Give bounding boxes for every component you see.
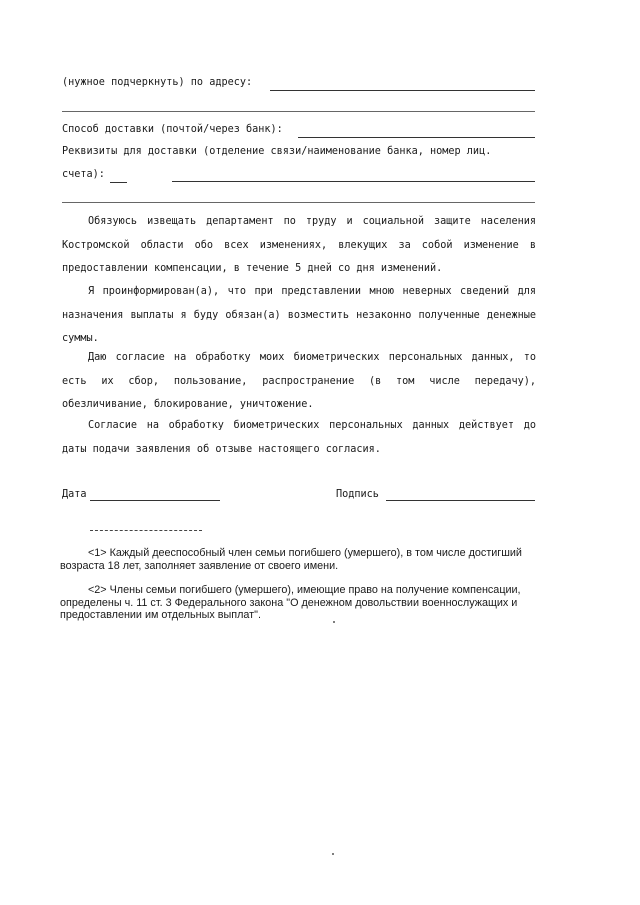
delivery-method-field[interactable]	[298, 137, 535, 138]
account-field-continuation[interactable]	[62, 202, 535, 203]
information-text: Я проинформирован(а), что при представлении мною неверных сведений для назначения выплаты я буду обязан(а) возместить незаконно полученные денежные суммы.	[62, 286, 536, 344]
footnote-1-text: <1> Каждый дееспособный член семьи погибшего (умершего), в том числе достигший возраста 18 лет, заполняет заявление от своего имени.	[60, 547, 522, 572]
account-label: счета):	[62, 169, 105, 180]
signature-label: Подпись	[336, 489, 379, 500]
obligation-paragraph	[62, 210, 536, 281]
address-field-continuation[interactable]	[62, 111, 535, 112]
consent-paragraph	[62, 346, 536, 417]
consent-validity-text: Согласие на обработку биометрических персональных данных действует до даты подачи заявления об отзыве настоящего согласия.	[62, 420, 536, 455]
requisites-label: Реквизиты для доставки (отделение связи/наименование банка, номер лиц.	[62, 146, 492, 157]
information-paragraph	[62, 280, 536, 351]
footnote-1	[60, 547, 540, 572]
address-field[interactable]	[270, 90, 535, 91]
footnote-2	[60, 584, 540, 622]
scan-speck	[333, 621, 335, 623]
account-field[interactable]	[172, 181, 535, 182]
account-field-short[interactable]	[110, 182, 127, 183]
footnote-2-text: <2> Члены семьи погибшего (умершего), имеющие право на получение компенсации, определены ч. 11 ст. 3 Федерального закона "О денежном довольствии военнослужащих и предоставлении им отдельных выплат".	[60, 584, 521, 621]
signature-field[interactable]	[386, 500, 535, 501]
scan-speck	[332, 853, 334, 855]
date-field[interactable]	[90, 500, 220, 501]
delivery-method-label: Способ доставки (почтой/через банк):	[62, 124, 283, 135]
consent-text: Даю согласие на обработку моих биометрических персональных данных, то есть их сбор, пользование, распространение (в том числе передачу), обезличивание, блокирование, уничтожение.	[62, 352, 536, 410]
address-label: (нужное подчеркнуть) по адресу:	[62, 77, 253, 88]
date-label: Дата	[62, 489, 87, 500]
footnote-separator	[90, 530, 202, 531]
consent-validity-paragraph	[62, 414, 536, 461]
obligation-text: Обязуюсь извещать департамент по труду и социальной защите населения Костромской области обо всех изменениях, влекущих за собой изменение в предоставлении компенсации, в течение 5 дней со дня изменений.	[62, 216, 536, 274]
